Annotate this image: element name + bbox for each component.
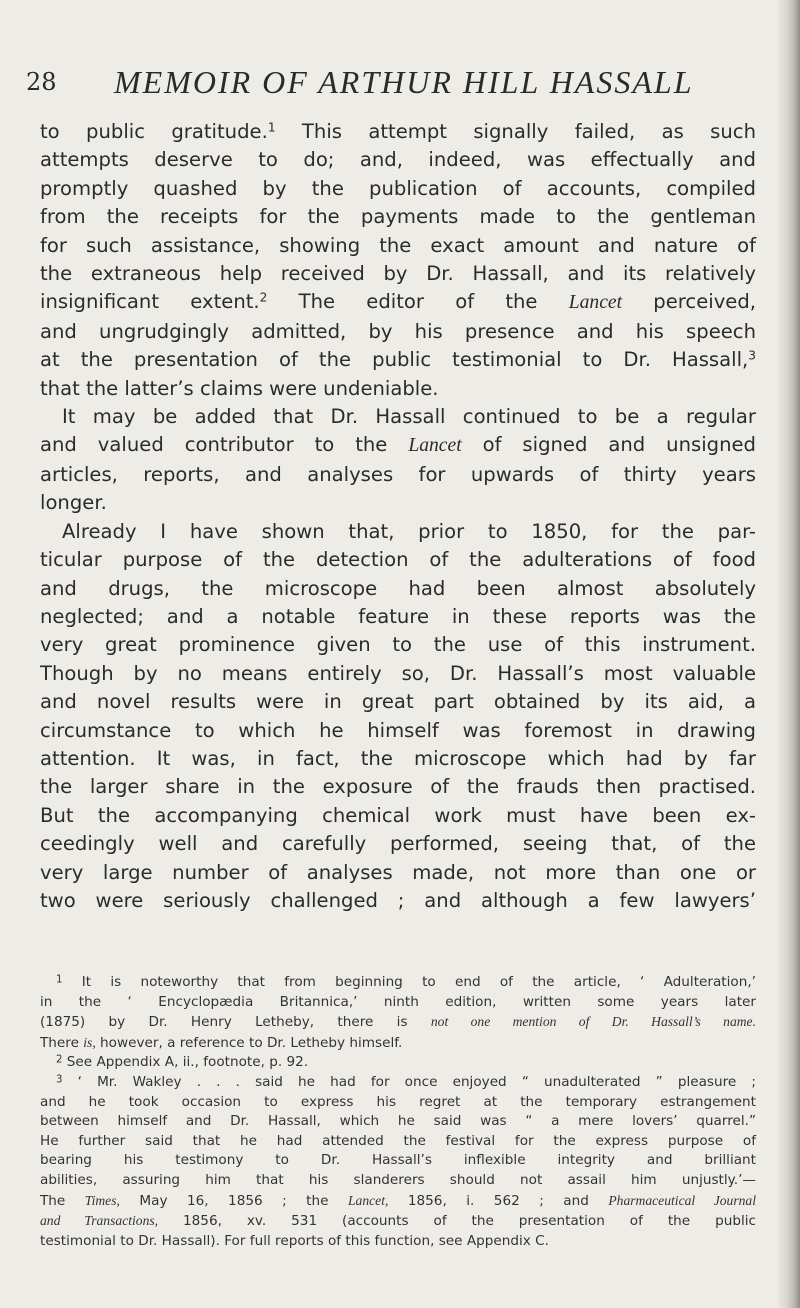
footnote-line: between himself and Dr. Hassall, which he said was “ a mere lovers’ quarrel.”: [40, 1113, 756, 1130]
footnote-marker: 3: [56, 1074, 63, 1086]
footnote-line: in the ‘ Encyclopædia Britannica,’ ninth edition, written some years later: [40, 993, 756, 1010]
text-line: attention. It was, in fact, the microscope which had by far: [40, 746, 756, 770]
text-line: at the presentation of the public testimonial to Dr. Hassall,$^3$: [40, 348, 756, 372]
text-line: and valued contributor to the Lancet of signed and unsigned: [40, 433, 756, 457]
footnote-line: The Times, May 16, 1856 ; the Lancet, 1856, i. 562 ; and Pharmaceutical Journal: [40, 1192, 757, 1209]
text-line: very large number of analyses made, not more than one or: [40, 860, 756, 884]
footnote-line: (1875) by Dr. Henry Letheby, there is not one mention of Dr. Hassall’s name.: [40, 1014, 756, 1031]
text-line: Though by no means entirely so, Dr. Hassall’s most valuable: [40, 661, 756, 685]
text-line: attempts deserve to do; and, indeed, was effectually and: [40, 148, 756, 172]
footnote-2: $^2$ See Appendix A, ii., footnote, p. 92.: [56, 1054, 309, 1071]
footnotes: [40, 973, 756, 1251]
text-line: Already I have shown that, prior to 1850, for the par-: [62, 519, 756, 543]
page-header: [0, 64, 760, 104]
text-line: for such assistance, showing the exact amount and nature of: [40, 233, 756, 257]
footnote-line: and Transactions, 1856, xv. 531 (accounts of the presentation of the public: [40, 1213, 756, 1230]
footnote-line: He further said that he had attended the festival for the express purpose of: [40, 1132, 756, 1149]
main-text: [40, 118, 756, 915]
text-line: that the latter’s claims were undeniable.: [40, 376, 439, 400]
footnote-marker: 1: [56, 974, 63, 986]
footnote-ref: 3: [748, 348, 756, 363]
text-line: very great prominence given to the use of this instrument.: [40, 633, 756, 657]
text-line: insignificant extent.$^2$ The editor of the Lancet perceived,: [40, 290, 757, 314]
page-number: 28: [26, 68, 57, 96]
text-line: the larger share in the exposure of the frauds then practised.: [40, 775, 756, 799]
text-line: and novel results were in great part obtained by its aid, a: [40, 690, 756, 714]
text-line: articles, reports, and analyses for upwards of thirty years: [40, 462, 756, 486]
footnote-line: and he took occasion to express his regret at the temporary estrangement: [40, 1093, 756, 1110]
footnote-line: There is, however, a reference to Dr. Letheby himself.: [40, 1034, 403, 1051]
text-line: and drugs, the microscope had been almost absolutely: [40, 576, 756, 600]
page-spine-shadow: [778, 0, 800, 1308]
footnote-ref: 1: [267, 120, 276, 135]
footnote-3: $^3$ ‘ Mr. Wakley . . . said he had for once enjoyed “ unadulterated ” pleasure ;: [56, 1073, 756, 1090]
text-line: promptly quashed by the publication of accounts, compiled: [40, 176, 756, 200]
footnote-1: $^1$ It is noteworthy that from beginning to end of the article, ‘ Adulteration,’: [56, 974, 756, 990]
footnote-line: bearing his testimony to Dr. Hassall’s inflexible integrity and brilliant: [40, 1152, 756, 1169]
footnote-ref: 2: [259, 290, 268, 305]
text-line: the extraneous help received by Dr. Hassall, and its relatively: [40, 262, 756, 286]
text-line: ceedingly well and carefully performed, seeing that, of the: [40, 832, 756, 856]
text-line: and ungrudgingly admitted, by his presence and his speech: [40, 319, 756, 343]
footnote-marker: 2: [56, 1054, 63, 1066]
text-line: ticular purpose of the detection of the adulterations of food: [40, 548, 756, 572]
text-line: But the accompanying chemical work must have been ex-: [40, 803, 756, 827]
running-title: MEMOIR OF ARTHUR HILL HASSALL: [114, 64, 694, 100]
text-line: longer.: [40, 491, 107, 515]
footnote-line: testimonial to Dr. Hassall). For full reports of this function, see Appendix C.: [40, 1232, 549, 1249]
text-line: circumstance to which he himself was foremost in drawing: [40, 718, 756, 742]
text-line: to public gratitude.$^1$ This attempt signally failed, as such: [40, 120, 757, 143]
footnote-line: abilities, assuring him that his slanderers should not assail him unjustly.’—: [40, 1171, 756, 1188]
text-line: neglected; and a notable feature in these reports was the: [40, 604, 756, 628]
text-line: It may be added that Dr. Hassall continued to be a regular: [62, 405, 756, 429]
text-line: from the receipts for the payments made to the gentleman: [40, 205, 756, 229]
text-line: two were seriously challenged ; and although a few lawyers’: [40, 888, 756, 912]
